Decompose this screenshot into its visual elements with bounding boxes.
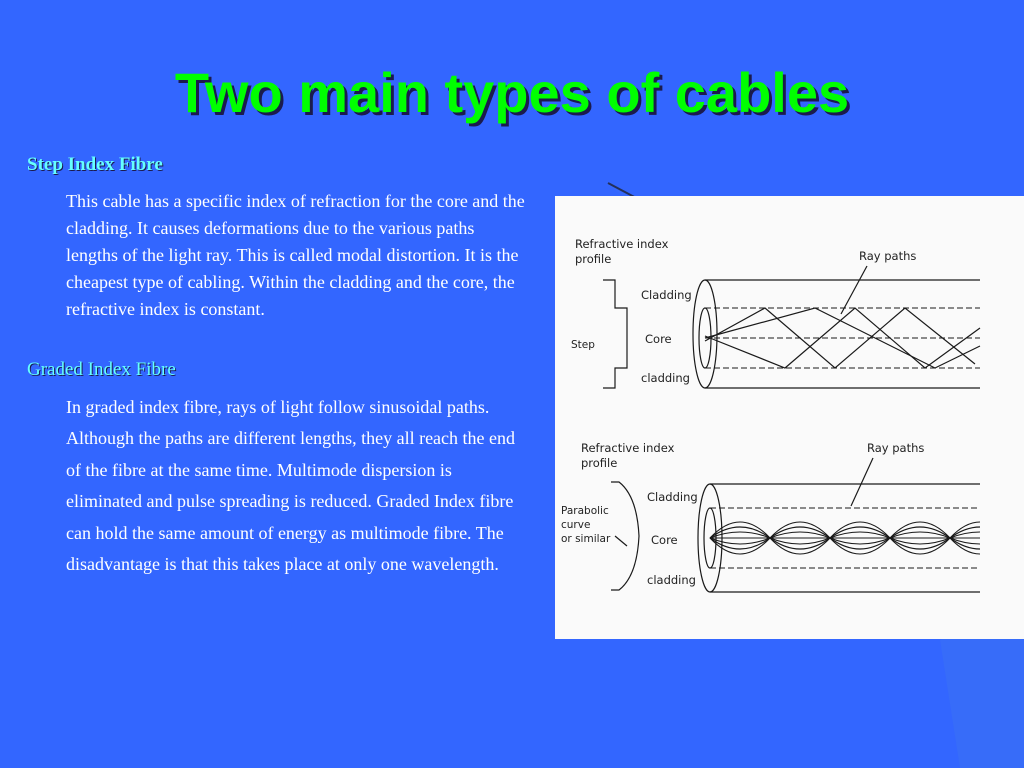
- graded-cladding-bottom-label: cladding: [647, 573, 696, 587]
- fibre-diagram-figure: [555, 196, 1024, 639]
- step-index-diagram: [571, 237, 980, 388]
- graded-index-description: In graded index fibre, rays of light follow sinusoidal paths. Although the paths are different lengths, they all reach the end of the fibre at the same time. Multimode dispersion is eliminated and pulse spreading is reduced. Graded Index fibre can hold the same amount of energy as multimode fibre. The disadvantage is that this takes place at only one wavelength.: [66, 397, 516, 575]
- step-cladding-bottom-label: cladding: [641, 371, 690, 385]
- step-index-description: This cable has a specific index of refraction for the core and the cladding. It causes deformations due to the various paths lengths of the light ray. This is called modal distortion. It is the cheapest type of cabling. Within the cladding and the core, the refractive index is constant.: [66, 191, 525, 319]
- graded-profile-type-3: or similar: [561, 533, 611, 545]
- graded-profile-type-2: curve: [561, 519, 591, 531]
- step-profile-type: Step: [571, 339, 595, 351]
- graded-rays: [710, 522, 1010, 554]
- graded-cladding-top-label: Cladding: [647, 490, 698, 504]
- step-ray-paths-pointer: [841, 266, 867, 314]
- step-core-label: Core: [645, 332, 672, 346]
- graded-profile-label-1: Refractive index: [581, 441, 675, 455]
- step-profile-label-2: profile: [575, 252, 612, 266]
- graded-profile-label-2: profile: [581, 456, 618, 470]
- graded-core-label: Core: [651, 533, 678, 547]
- step-profile-curve: [603, 280, 627, 388]
- graded-index-diagram: [561, 441, 1010, 592]
- step-index-heading: Step Index Fibre: [27, 154, 163, 175]
- graded-profile-type-1: Parabolic: [561, 505, 609, 517]
- step-ray-paths-label: Ray paths: [859, 249, 917, 263]
- step-cladding-top-label: Cladding: [641, 288, 692, 302]
- slide-title: Two main types of cables: [174, 61, 850, 124]
- graded-ray-paths-pointer: [851, 458, 873, 506]
- graded-index-heading: Graded Index Fibre: [27, 359, 176, 380]
- fibre-diagram: [555, 196, 1024, 639]
- step-profile-label-1: Refractive index: [575, 237, 669, 251]
- graded-ray-paths-label: Ray paths: [867, 441, 925, 455]
